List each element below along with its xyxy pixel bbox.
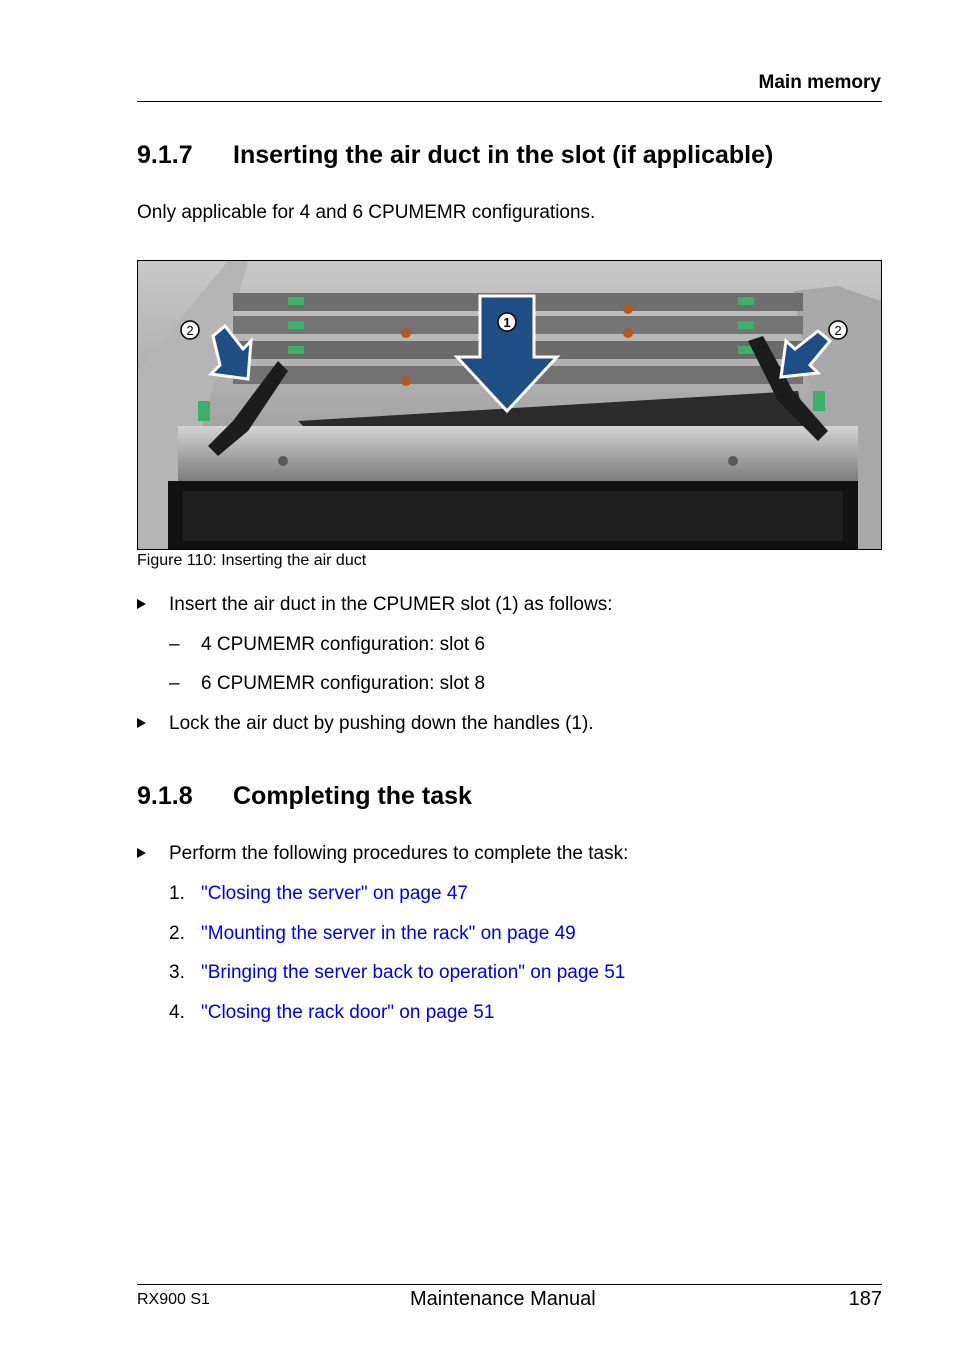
page-number: 187 [848,1288,882,1310]
link-mounting-the-server[interactable]: "Mounting the server in the rack" on page 49 [201,923,576,944]
step-number: 1. [169,883,185,904]
link-closing-rack-door[interactable]: "Closing the rack door" on page 51 [201,1002,495,1023]
step-number: 4. [169,1002,185,1023]
step-number: 2. [169,923,185,944]
intro-paragraph: Only applicable for 4 and 6 CPUMEMR configurations. [137,202,596,223]
callout-2-left [181,321,199,339]
svg-text:2: 2 [186,323,194,338]
dash-text: 6 CPUMEMR configuration: slot 8 [201,673,486,694]
callout-1 [498,313,516,331]
triangle-bullet-icon [137,599,146,609]
triangle-bullet-icon [137,718,146,728]
bullet-text: Perform the following procedures to complete the task: [169,843,629,864]
svg-text:1: 1 [503,315,511,330]
svg-text:2: 2 [834,323,842,338]
footer-manual-title: Maintenance Manual [410,1288,596,1310]
air-duct-crossbar [178,426,858,481]
footer-product: RX900 S1 [137,1291,210,1308]
callout-2-right [829,321,847,339]
section-heading-9-1-7 [137,141,773,170]
running-header: Main memory [758,72,881,93]
figure-air-duct-photo [137,260,882,550]
dash-mark: – [169,673,180,694]
dash-mark: – [169,634,180,655]
figure-caption: Figure 110: Inserting the air duct [137,552,367,569]
section-number: 9.1.8 [137,782,193,810]
triangle-bullet-icon [137,848,146,858]
section-title: Inserting the air duct in the slot (if applicable) [233,141,774,169]
footer-rule [137,1284,882,1285]
header-rule [137,101,882,102]
dash-text: 4 CPUMEMR configuration: slot 6 [201,634,486,655]
bullet-text: Insert the air duct in the CPUMER slot (1) as follows: [169,594,613,615]
step-number: 3. [169,962,185,983]
section-title: Completing the task [233,782,472,810]
bullet-text: Lock the air duct by pushing down the handles (1). [169,713,594,734]
section-number: 9.1.7 [137,141,193,169]
section-heading-9-1-8 [137,782,472,811]
link-bringing-server-back[interactable]: "Bringing the server back to operation" on page 51 [201,962,626,983]
link-closing-the-server[interactable]: "Closing the server" on page 47 [201,883,468,904]
